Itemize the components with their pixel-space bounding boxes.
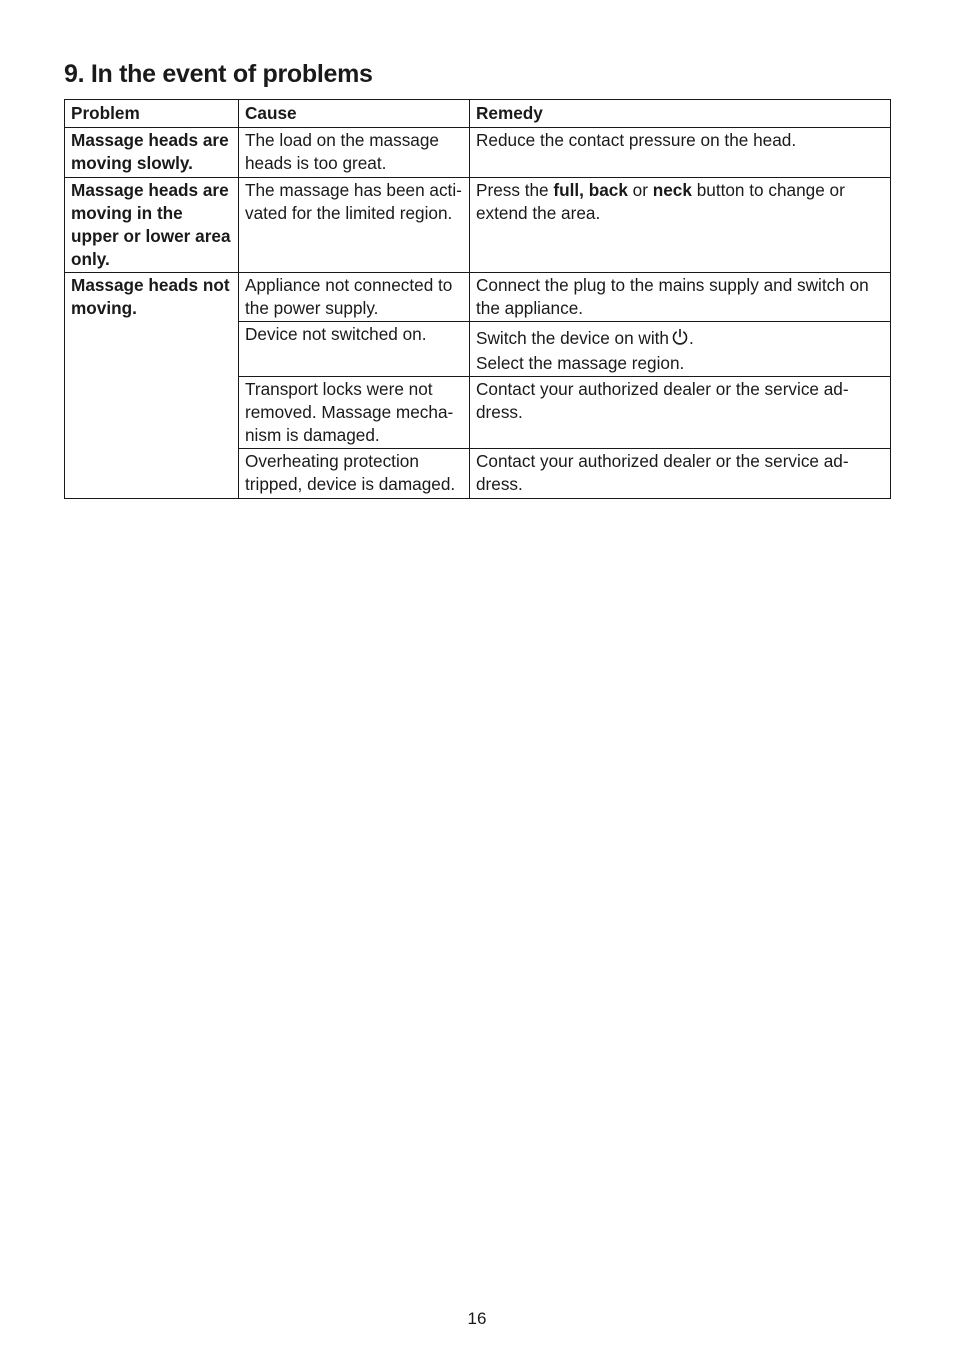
remedy-text: Switch the device on with	[476, 328, 669, 348]
remedy-line	[476, 327, 884, 352]
remedy-line: Select the massage region.	[476, 353, 685, 373]
page-number: 16	[467, 1309, 487, 1328]
remedy-cell: Connect the plug to the mains supply and switch on the appliance.	[470, 273, 891, 322]
remedy-text: button to change or extend the area.	[476, 180, 845, 223]
column-header-problem: Problem	[65, 100, 239, 128]
remedy-cell: Reduce the contact pressure on the head.	[470, 128, 891, 178]
table-row	[65, 128, 891, 178]
problem-cell: Massage heads are moving in the upper or lower area only.	[65, 178, 239, 273]
table-row	[65, 178, 891, 273]
cause-cell: Device not switched on.	[239, 322, 470, 377]
remedy-text: Press the	[476, 180, 554, 200]
cause-cell: The massage has been acti-vated for the limited region.	[239, 178, 470, 273]
cause-cell: Transport locks were not removed. Massage mecha-nism is damaged.	[239, 377, 470, 449]
table-header-row	[65, 100, 891, 128]
cause-cell: Overheating protection tripped, device is damaged.	[239, 449, 470, 499]
cause-cell: The load on the massage heads is too great.	[239, 128, 470, 178]
problem-cell: Massage heads are moving slowly.	[65, 128, 239, 178]
page-title: 9. In the event of problems	[64, 60, 373, 88]
remedy-cell: Contact your authorized dealer or the service ad-dress.	[470, 377, 891, 449]
troubleshooting-table	[64, 99, 891, 499]
column-header-cause: Cause	[239, 100, 470, 128]
remedy-text: .	[688, 328, 694, 348]
table-row	[65, 273, 891, 322]
column-header-remedy: Remedy	[470, 100, 891, 128]
button-names-bold: full, back	[553, 180, 628, 200]
remedy-cell: Contact your authorized dealer or the service ad-dress.	[470, 449, 891, 499]
remedy-cell	[470, 178, 891, 273]
remedy-text: or	[627, 180, 653, 200]
power-icon	[671, 328, 689, 352]
button-name-bold: neck	[652, 180, 692, 200]
problem-cell: Massage heads not moving.	[65, 273, 239, 499]
cause-cell: Appliance not connected to the power supply.	[239, 273, 470, 322]
remedy-cell	[470, 322, 891, 377]
